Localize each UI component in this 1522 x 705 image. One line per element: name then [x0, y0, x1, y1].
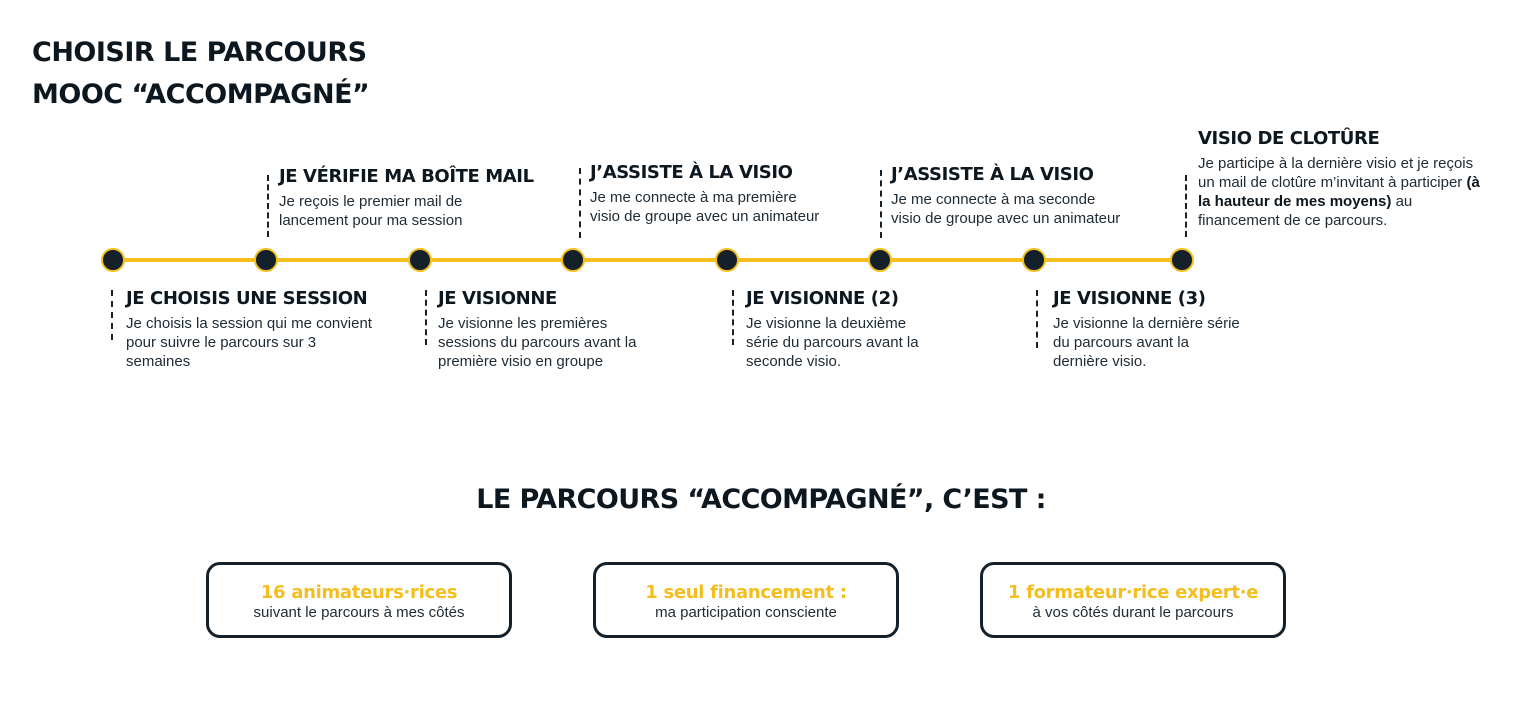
- step-text: Je visionne la dernière série du parcours avant la dernière visio.: [1053, 315, 1240, 370]
- step-6: [891, 164, 1123, 228]
- timeline-node-6: [868, 248, 892, 272]
- step-text: Je me connecte à ma seconde visio de groupe avec un animateur: [891, 191, 1121, 227]
- timeline-node-1: [101, 248, 125, 272]
- connector-8: [1185, 175, 1187, 237]
- feature-card-3: [980, 562, 1286, 638]
- card-highlight: 16 animateurs·rices: [260, 582, 458, 603]
- step-title: JE VISIONNE (2): [746, 288, 899, 309]
- timeline-node-7: [1022, 248, 1046, 272]
- timeline-node-2: [254, 248, 278, 272]
- timeline-node-8: [1170, 248, 1194, 272]
- feature-card-1: [206, 562, 512, 638]
- connector-4: [579, 168, 581, 238]
- step-title: VISIO DE CLOTÛRE: [1198, 128, 1380, 149]
- connector-3: [425, 290, 427, 345]
- connector-6: [880, 170, 882, 238]
- step-title: J’ASSISTE À LA VISIO: [891, 164, 1094, 185]
- step-title: J’ASSISTE À LA VISIO: [590, 162, 793, 183]
- step-text: Je choisis la session qui me convient pour suivre le parcours sur 3 semaines: [126, 315, 372, 370]
- card-highlight: 1 seul financement :: [645, 582, 847, 603]
- timeline-node-5: [715, 248, 739, 272]
- connector-2: [267, 175, 269, 237]
- timeline-node-3: [408, 248, 432, 272]
- step-title: JE VISIONNE: [438, 288, 557, 309]
- title-line-1: CHOISIR LE PARCOURS: [32, 37, 367, 68]
- card-text: à vos côtés durant le parcours: [1032, 604, 1234, 621]
- step-7: [1053, 288, 1243, 371]
- step-title: JE VISIONNE (3): [1053, 288, 1206, 309]
- step-2: [279, 166, 534, 230]
- step-text: Je me connecte à ma première visio de groupe avec un animateur: [590, 189, 820, 225]
- step-text: Je reçois le premier mail de lancement pour ma session: [279, 193, 463, 229]
- connector-5: [732, 290, 734, 345]
- timeline-node-4: [561, 248, 585, 272]
- step-8: [1198, 128, 1480, 230]
- card-text: suivant le parcours à mes côtés: [253, 604, 465, 621]
- connector-1: [111, 290, 113, 340]
- step-1: [126, 288, 376, 371]
- feature-card-2: [593, 562, 899, 638]
- title-line-2: MOOC “ACCOMPAGNÉ”: [32, 79, 370, 110]
- step-text: Je participe à la dernière visio et je reçois un mail de clotûre m’invitant à participer (à la hauteur de mes moyens) au financement de ce parcours.: [1198, 155, 1480, 229]
- section-subtitle: LE PARCOURS “ACCOMPAGNÉ”, C’EST :: [476, 484, 1046, 515]
- card-text: ma participation consciente: [655, 604, 837, 621]
- step-title: JE CHOISIS UNE SESSION: [126, 288, 368, 309]
- step-text: Je visionne la deuxième série du parcours avant la seconde visio.: [746, 315, 919, 370]
- page-title: [32, 32, 369, 116]
- connector-7: [1036, 290, 1038, 348]
- step-title: JE VÉRIFIE MA BOÎTE MAIL: [279, 166, 534, 187]
- step-3: [438, 288, 668, 371]
- step-4: [590, 162, 830, 226]
- step-5: [746, 288, 936, 371]
- step-text: Je visionne les premières sessions du parcours avant la première visio en groupe: [438, 315, 637, 370]
- card-highlight: 1 formateur·rice expert·e: [1007, 582, 1259, 603]
